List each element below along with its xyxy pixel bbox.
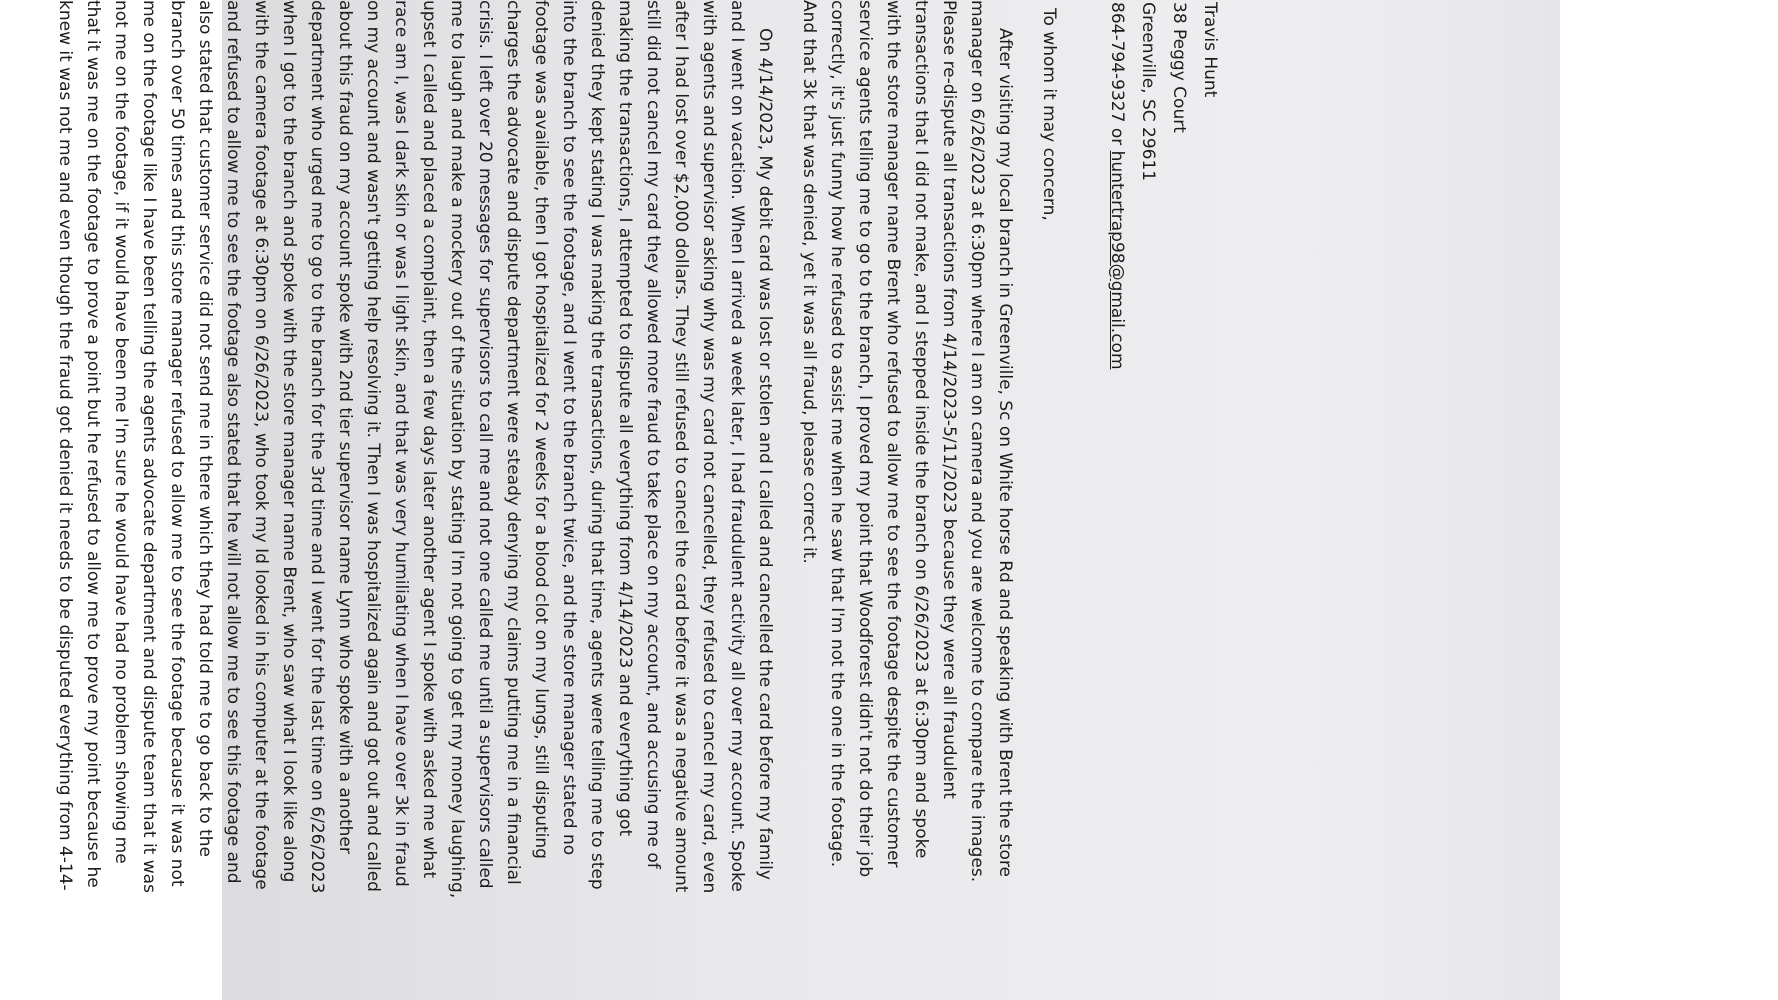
text-line: that it was me on the footage to prove a point but he refused to allow me to prove my point because he <box>83 0 103 888</box>
text-line: manager on 6/26/2023 at 6:30pm where I am on camera and you are welcome to compare the images. <box>967 0 987 883</box>
sender-name: Travis Hunt <box>1200 2 1220 98</box>
text-line: after I had lost over $2,000 dollars. They still refused to cancel the card before it was a negative amount <box>671 0 691 893</box>
paragraph-2 <box>51 0 779 899</box>
text-line: correctly, it's just funny how he refused to assist me when he saw that I'm not the one in the footage. <box>827 0 847 868</box>
text-line: crisis. I left over 20 messages for supervisors to call me and not one called me until a supervisors called <box>475 0 495 889</box>
text-line: into the branch to see the footage, and I went to the branch twice, and the store manager stated no <box>559 0 579 856</box>
address-street: 38 Peggy Court <box>1169 2 1189 133</box>
text-line: me to laugh and make a mockery out of the situation by stating I'm not going to get my money laughing, <box>447 0 467 899</box>
text-line: service agents telling me to go to the branch, I proved my point that Woodforest didn't not do their job <box>855 0 875 878</box>
text-line: And that 3k that was denied, yet it was all fraud, please correct it. <box>799 0 819 564</box>
text-line: denied they kept stating I was making the transactions, during that time, agents were telling me to step <box>587 0 607 890</box>
text-line: and refused to allow me to see the footage also stated that he will not allow me to see this footage and <box>223 0 243 884</box>
text-line: knew it was not me and even though the fraud got denied it needs to be disputed everything from 4-14- <box>55 0 75 891</box>
text-line: and I went on vacation. When I arrived a week later, I had fraudulent activity all over my account. Spoke <box>727 0 747 892</box>
text-line: with agents and supervisor asking why was my card not cancelled, they refused to cancel my card, even <box>699 0 719 894</box>
text-line: race am I, was I dark skin or was I light skin, and that was very humiliating when I have over 3k in fraud <box>391 0 411 887</box>
letter-header <box>1101 0 1225 670</box>
text-line: on my account and wasn't getting help resolving it. Then I was hospitalized again and got out and called <box>363 0 383 892</box>
text-line: not me on the footage, if it would have been me I'm sure he would have had no problem showing me <box>111 0 131 864</box>
phone-number: 864-794-9327 or <box>1107 2 1127 151</box>
text-line: charges the advocate and dispute department were steady denying my claims putting me in a financial <box>503 0 523 885</box>
text-line: upset I called and placed a complaint, then a few days later another agent I spoke with asked me what <box>419 0 439 879</box>
text-line: footage was available, then I got hospitalized for 2 weeks for a blood clot on my lungs, still disputing <box>531 0 551 859</box>
text-line: Please re-dispute all transactions from 4/14/2023-5/11/2023 because they were all fraudulent <box>939 0 959 799</box>
text-line: also stated that customer service did not send me in there which they had told me to go back to the <box>195 0 215 858</box>
text-line: branch over 50 times and this store manager refused to allow me to see the footage because it was not <box>167 0 187 887</box>
contact-line <box>1101 2 1132 670</box>
text-line: department who urged me to go to the branch for the 3rd time and I went for the last time on 6/26/2023 <box>307 0 327 894</box>
text-line: transactions that I did not make, and I stepped inside the branch on 6/26/2023 at 6:30pm and spoke <box>911 0 931 859</box>
text-line: when I got to the branch and spoke with the store manager name Brent, who saw what I look like along <box>279 0 299 883</box>
address-city: Greenville, SC 29611 <box>1138 2 1158 182</box>
text-line: still did not cancel my card they allowed more fraud to take place on my account, and accusing me of <box>643 0 663 869</box>
text-line: On 4/14/2023, My debit card was lost or stolen and I called and cancelled the card before my family <box>755 28 775 880</box>
text-line: with the camera footage at 6:30pm on 6/26/2023, who took my Id looked in his computer at the footage <box>251 0 271 890</box>
text-line: me on the footage like I have been telling the agents advocate department and dispute team that it was <box>139 0 159 893</box>
text-line: making the transactions, I attempted to dispute all everything from 4/14/2023 and everything got <box>615 0 635 837</box>
text-line: After visiting my local branch in Greenville, Sc on White horse Rd and speaking with Brent the store <box>995 28 1015 878</box>
email-link[interactable]: huntertrap98@gmail.com <box>1107 150 1127 370</box>
document-photo <box>55 0 1560 1000</box>
greeting: To whom it may concern, <box>1039 8 1059 221</box>
text-line: about this fraud on my account spoke with 2nd tier supervisor name Lynn who spoke with a another <box>335 0 355 854</box>
paragraph-1 <box>795 0 1019 883</box>
text-line: with the store manager name Brent who refused to allow me to see the footage despite the customer <box>883 0 903 868</box>
